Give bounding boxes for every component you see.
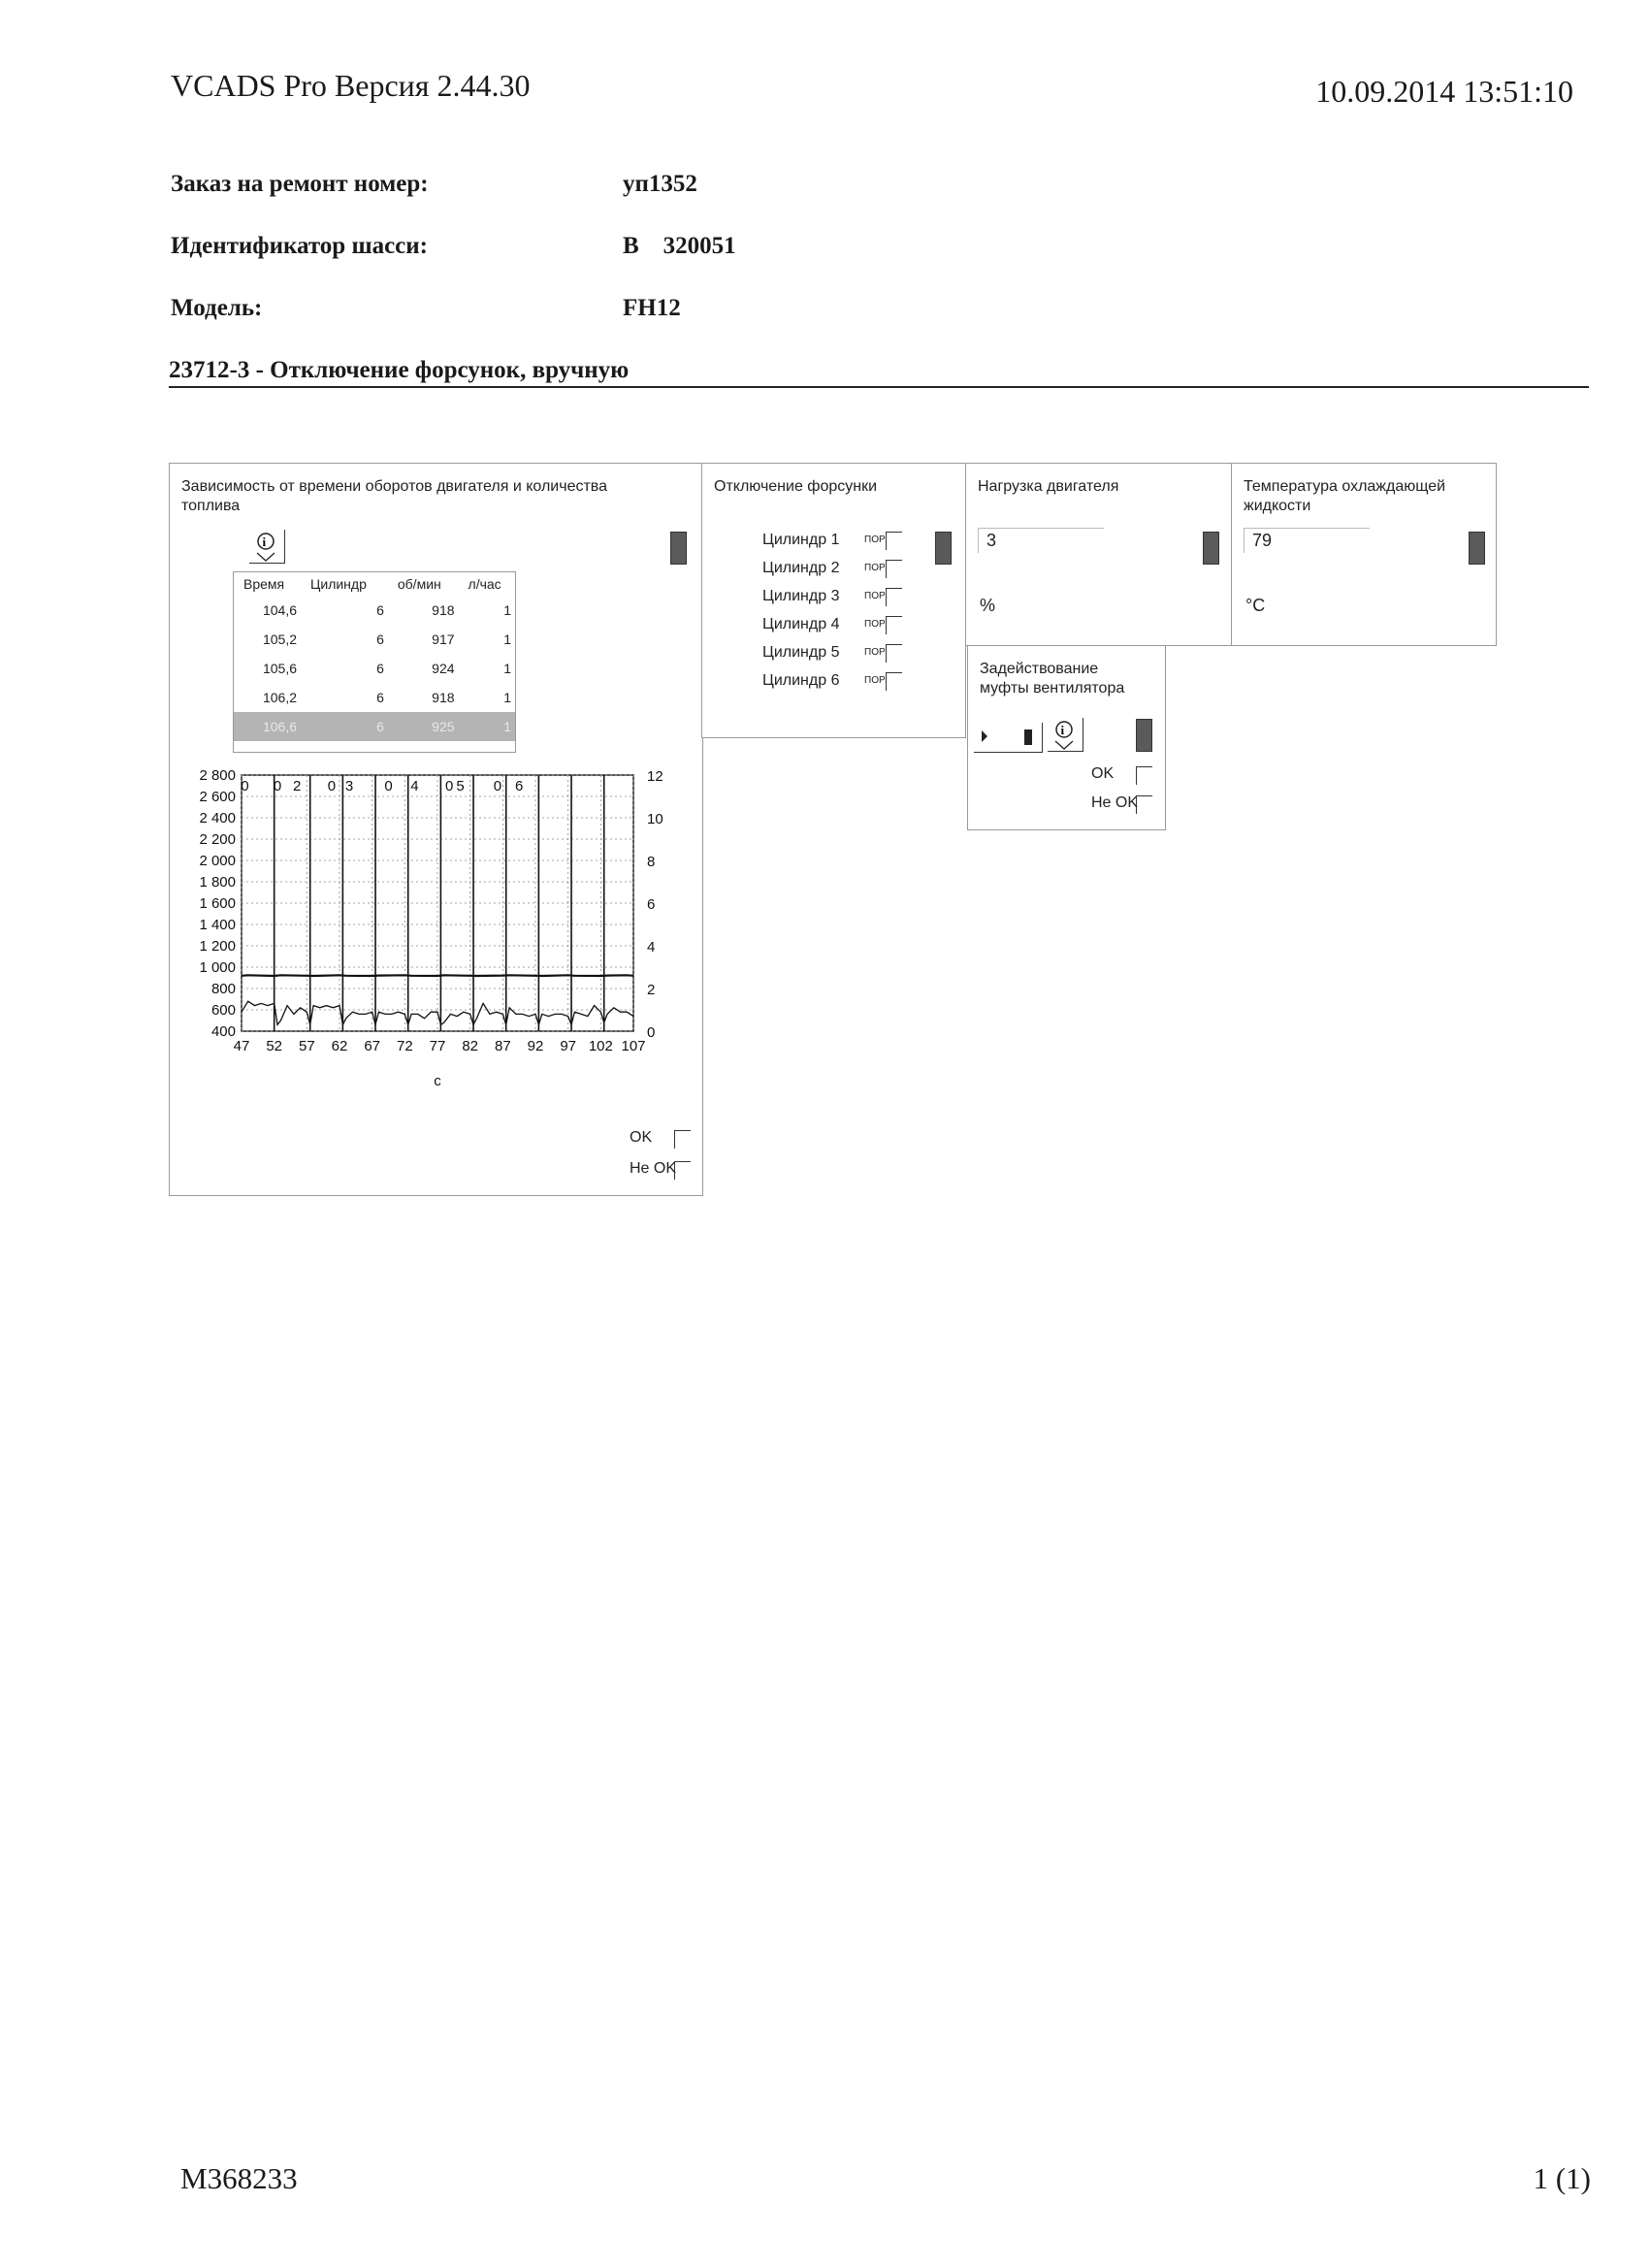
fan-info-button[interactable] [1048, 718, 1083, 752]
engine-load-select-button[interactable] [1203, 532, 1219, 565]
x-tick-label: 62 [331, 1038, 348, 1054]
y-tick-label: 1 200 [199, 938, 236, 955]
cell-cylinder: 6 [376, 690, 384, 705]
x-tick-label: 57 [298, 1038, 315, 1054]
cell-cylinder: 6 [301, 712, 388, 741]
fan-clutch-select-button[interactable] [1136, 719, 1152, 752]
fan-ok-checkbox[interactable] [1136, 766, 1152, 785]
y2-tick-label: 12 [647, 769, 663, 785]
cell-fuel: 1 [459, 712, 515, 741]
cylinder-5-label: Цилиндр 5 [762, 644, 840, 661]
repair-order-label: Заказ на ремонт номер: [171, 171, 429, 197]
cell-fuel: 1 [503, 602, 511, 618]
model-value: FH12 [623, 295, 681, 321]
repair-order-value: уп1352 [623, 171, 697, 197]
cylinder-marker-label: 4 [410, 778, 419, 794]
x-tick-label: 52 [266, 1038, 283, 1054]
x-tick-label: 72 [396, 1038, 413, 1054]
cell-cylinder: 6 [376, 661, 384, 676]
coolant-temp-title: Температура охлаждающей жидкости [1244, 478, 1446, 514]
cylinder-2-checkbox[interactable] [886, 560, 902, 578]
cylinder-6-label: Цилиндр 6 [762, 672, 840, 689]
y2-tick-label: 10 [647, 811, 663, 827]
app-version-title: VCADS Pro Версия 2.44.30 [171, 68, 531, 103]
cell-cylinder: 6 [376, 632, 384, 647]
x-tick-label: 82 [462, 1038, 479, 1054]
x-tick-label: 87 [494, 1038, 511, 1054]
x-tick-label: 102 [588, 1038, 613, 1054]
cylinder-4-label: Цилиндр 4 [762, 616, 840, 632]
x-tick-label: 77 [429, 1038, 446, 1054]
cylinder-marker-label: 0 [384, 778, 393, 794]
chart-not-ok-checkbox[interactable] [674, 1161, 691, 1180]
cylinder-5-checkbox[interactable] [886, 644, 902, 663]
col-time: Время [243, 576, 285, 592]
chassis-id-value: B 320051 [623, 233, 736, 259]
cell-time: 104,6 [262, 602, 298, 618]
cell-time: 105,2 [262, 632, 298, 647]
cylinder-marker-label: 0 [493, 778, 502, 794]
cylinder-marker-label: 0 [273, 778, 282, 794]
y-tick-label: 1 400 [199, 917, 236, 933]
table-row[interactable] [234, 654, 515, 683]
svg-text:i: i [262, 535, 267, 549]
info-icon [1048, 718, 1081, 751]
fan-clutch-title: Задействование муфты вентилятора [980, 661, 1125, 697]
cylinder-1-checkbox[interactable] [886, 532, 902, 550]
panel-select-button[interactable] [670, 532, 687, 565]
cell-rpm: 918 [432, 690, 455, 705]
chart-panel-title: Зависимость от времени оборотов двигателя и количества топлива [181, 478, 608, 514]
cylinder-4-checkbox[interactable] [886, 616, 902, 634]
x-tick-label: 92 [527, 1038, 544, 1054]
cell-rpm: 924 [432, 661, 455, 676]
y-tick-label: 2 800 [199, 769, 236, 784]
engine-load-title: Нагрузка двигателя [978, 478, 1119, 495]
cylinder-marker-label: 0 [444, 778, 454, 794]
cylinder-marker-label: 5 [456, 778, 465, 794]
chassis-id-label: Идентификатор шасси: [171, 233, 428, 259]
cell-cylinder: 6 [376, 602, 384, 618]
cylinder-marker-label: 3 [344, 778, 354, 794]
chart-ok-label: OK [630, 1129, 653, 1146]
y-tick-label: 2 000 [199, 853, 236, 869]
cylinder-6-checkbox[interactable] [886, 672, 902, 691]
x-tick-label: 67 [364, 1038, 381, 1054]
cell-fuel: 1 [503, 690, 511, 705]
document-id: M368233 [180, 2161, 298, 2195]
cylinder-marker-label: 0 [241, 778, 249, 794]
chart-not-ok-label: Не OK [630, 1160, 677, 1177]
play-pause-icon [974, 723, 1042, 752]
fan-not-ok-label: Не OK [1091, 794, 1139, 811]
coolant-temp-select-button[interactable] [1469, 532, 1485, 565]
model-label: Модель: [171, 295, 263, 321]
fan-ok-label: OK [1091, 765, 1115, 782]
y2-tick-label: 2 [647, 982, 656, 998]
x-tick-label: 107 [621, 1038, 646, 1054]
y2-tick-label: 4 [647, 939, 656, 956]
table-row[interactable] [234, 625, 515, 654]
y-tick-label: 1 000 [199, 959, 236, 976]
table-row[interactable] [234, 683, 515, 712]
x-tick-label: 47 [233, 1038, 250, 1054]
cylinder-marker-label: 6 [514, 778, 524, 794]
data-log-table [233, 571, 516, 753]
cell-rpm: 918 [432, 602, 455, 618]
print-datetime: 10.09.2014 13:51:10 [1315, 74, 1573, 109]
cell-rpm: 925 [388, 712, 459, 741]
coolant-temp-unit: °C [1245, 596, 1266, 615]
x-tick-label: 97 [560, 1038, 577, 1054]
fan-clutch-panel [967, 645, 1166, 830]
table-row-selected[interactable] [234, 712, 515, 741]
col-rpm: об/мин [397, 576, 441, 592]
coolant-temp-panel [1231, 463, 1497, 646]
info-icon [249, 530, 282, 563]
cylinder-3-checkbox[interactable] [886, 588, 902, 606]
rpm-series-line [242, 975, 633, 976]
cylinder-tag: ПОР [864, 647, 886, 658]
engine-load-value: 3 [978, 528, 1104, 553]
cylinder-marker-label: 0 [327, 778, 337, 794]
cylinder-3-label: Цилиндр 3 [762, 588, 840, 604]
cylinder-tag: ПОР [864, 535, 886, 545]
y2-tick-label: 0 [647, 1024, 656, 1041]
engine-load-panel [965, 463, 1232, 646]
cylinder-tag: ПОР [864, 591, 886, 601]
y-tick-label: 2 200 [199, 831, 236, 848]
y-tick-label: 1 800 [199, 874, 236, 891]
y2-tick-label: 6 [647, 896, 656, 913]
info-button[interactable] [249, 530, 285, 564]
injector-panel-select-button[interactable] [935, 532, 952, 565]
y-tick-label: 400 [210, 1023, 236, 1040]
y-tick-label: 1 600 [199, 895, 236, 912]
rpm-fuel-chart [170, 769, 701, 1099]
injector-cutoff-panel [701, 463, 966, 738]
cylinder-marker-label: 2 [293, 778, 302, 794]
cell-time: 106,6 [234, 712, 301, 741]
y-tick-label: 600 [210, 1002, 236, 1019]
col-fuel: л/час [468, 576, 501, 592]
y-tick-label: 2 400 [199, 810, 236, 826]
cylinder-2-label: Цилиндр 2 [762, 560, 840, 576]
x-axis-label: c [434, 1073, 441, 1089]
svg-text:i: i [1060, 723, 1065, 737]
section-divider [169, 386, 1589, 388]
cell-time: 105,6 [262, 661, 298, 676]
cell-fuel: 1 [503, 632, 511, 647]
chart-panel [169, 463, 703, 1196]
coolant-temp-value: 79 [1244, 528, 1370, 553]
table-row[interactable] [234, 596, 515, 625]
chart-ok-checkbox[interactable] [674, 1130, 691, 1149]
col-cylinder: Цилиндр [310, 576, 367, 592]
y-tick-label: 2 600 [199, 789, 236, 805]
engine-load-unit: % [980, 596, 996, 615]
cylinder-tag: ПОР [864, 563, 886, 573]
fan-clutch-play-button[interactable] [974, 723, 1043, 753]
fan-not-ok-checkbox[interactable] [1136, 795, 1152, 814]
cell-time: 106,2 [262, 690, 298, 705]
cell-fuel: 1 [503, 661, 511, 676]
cylinder-1-label: Цилиндр 1 [762, 532, 840, 548]
section-title: 23712-3 - Отключение форсунок, вручную [169, 357, 630, 383]
cell-rpm: 917 [432, 632, 455, 647]
y-tick-label: 800 [210, 981, 236, 997]
cylinder-tag: ПОР [864, 675, 886, 686]
y2-tick-label: 8 [647, 854, 656, 870]
page-number: 1 (1) [1533, 2161, 1591, 2195]
cylinder-tag: ПОР [864, 619, 886, 630]
injector-panel-title: Отключение форсунки [714, 478, 878, 495]
